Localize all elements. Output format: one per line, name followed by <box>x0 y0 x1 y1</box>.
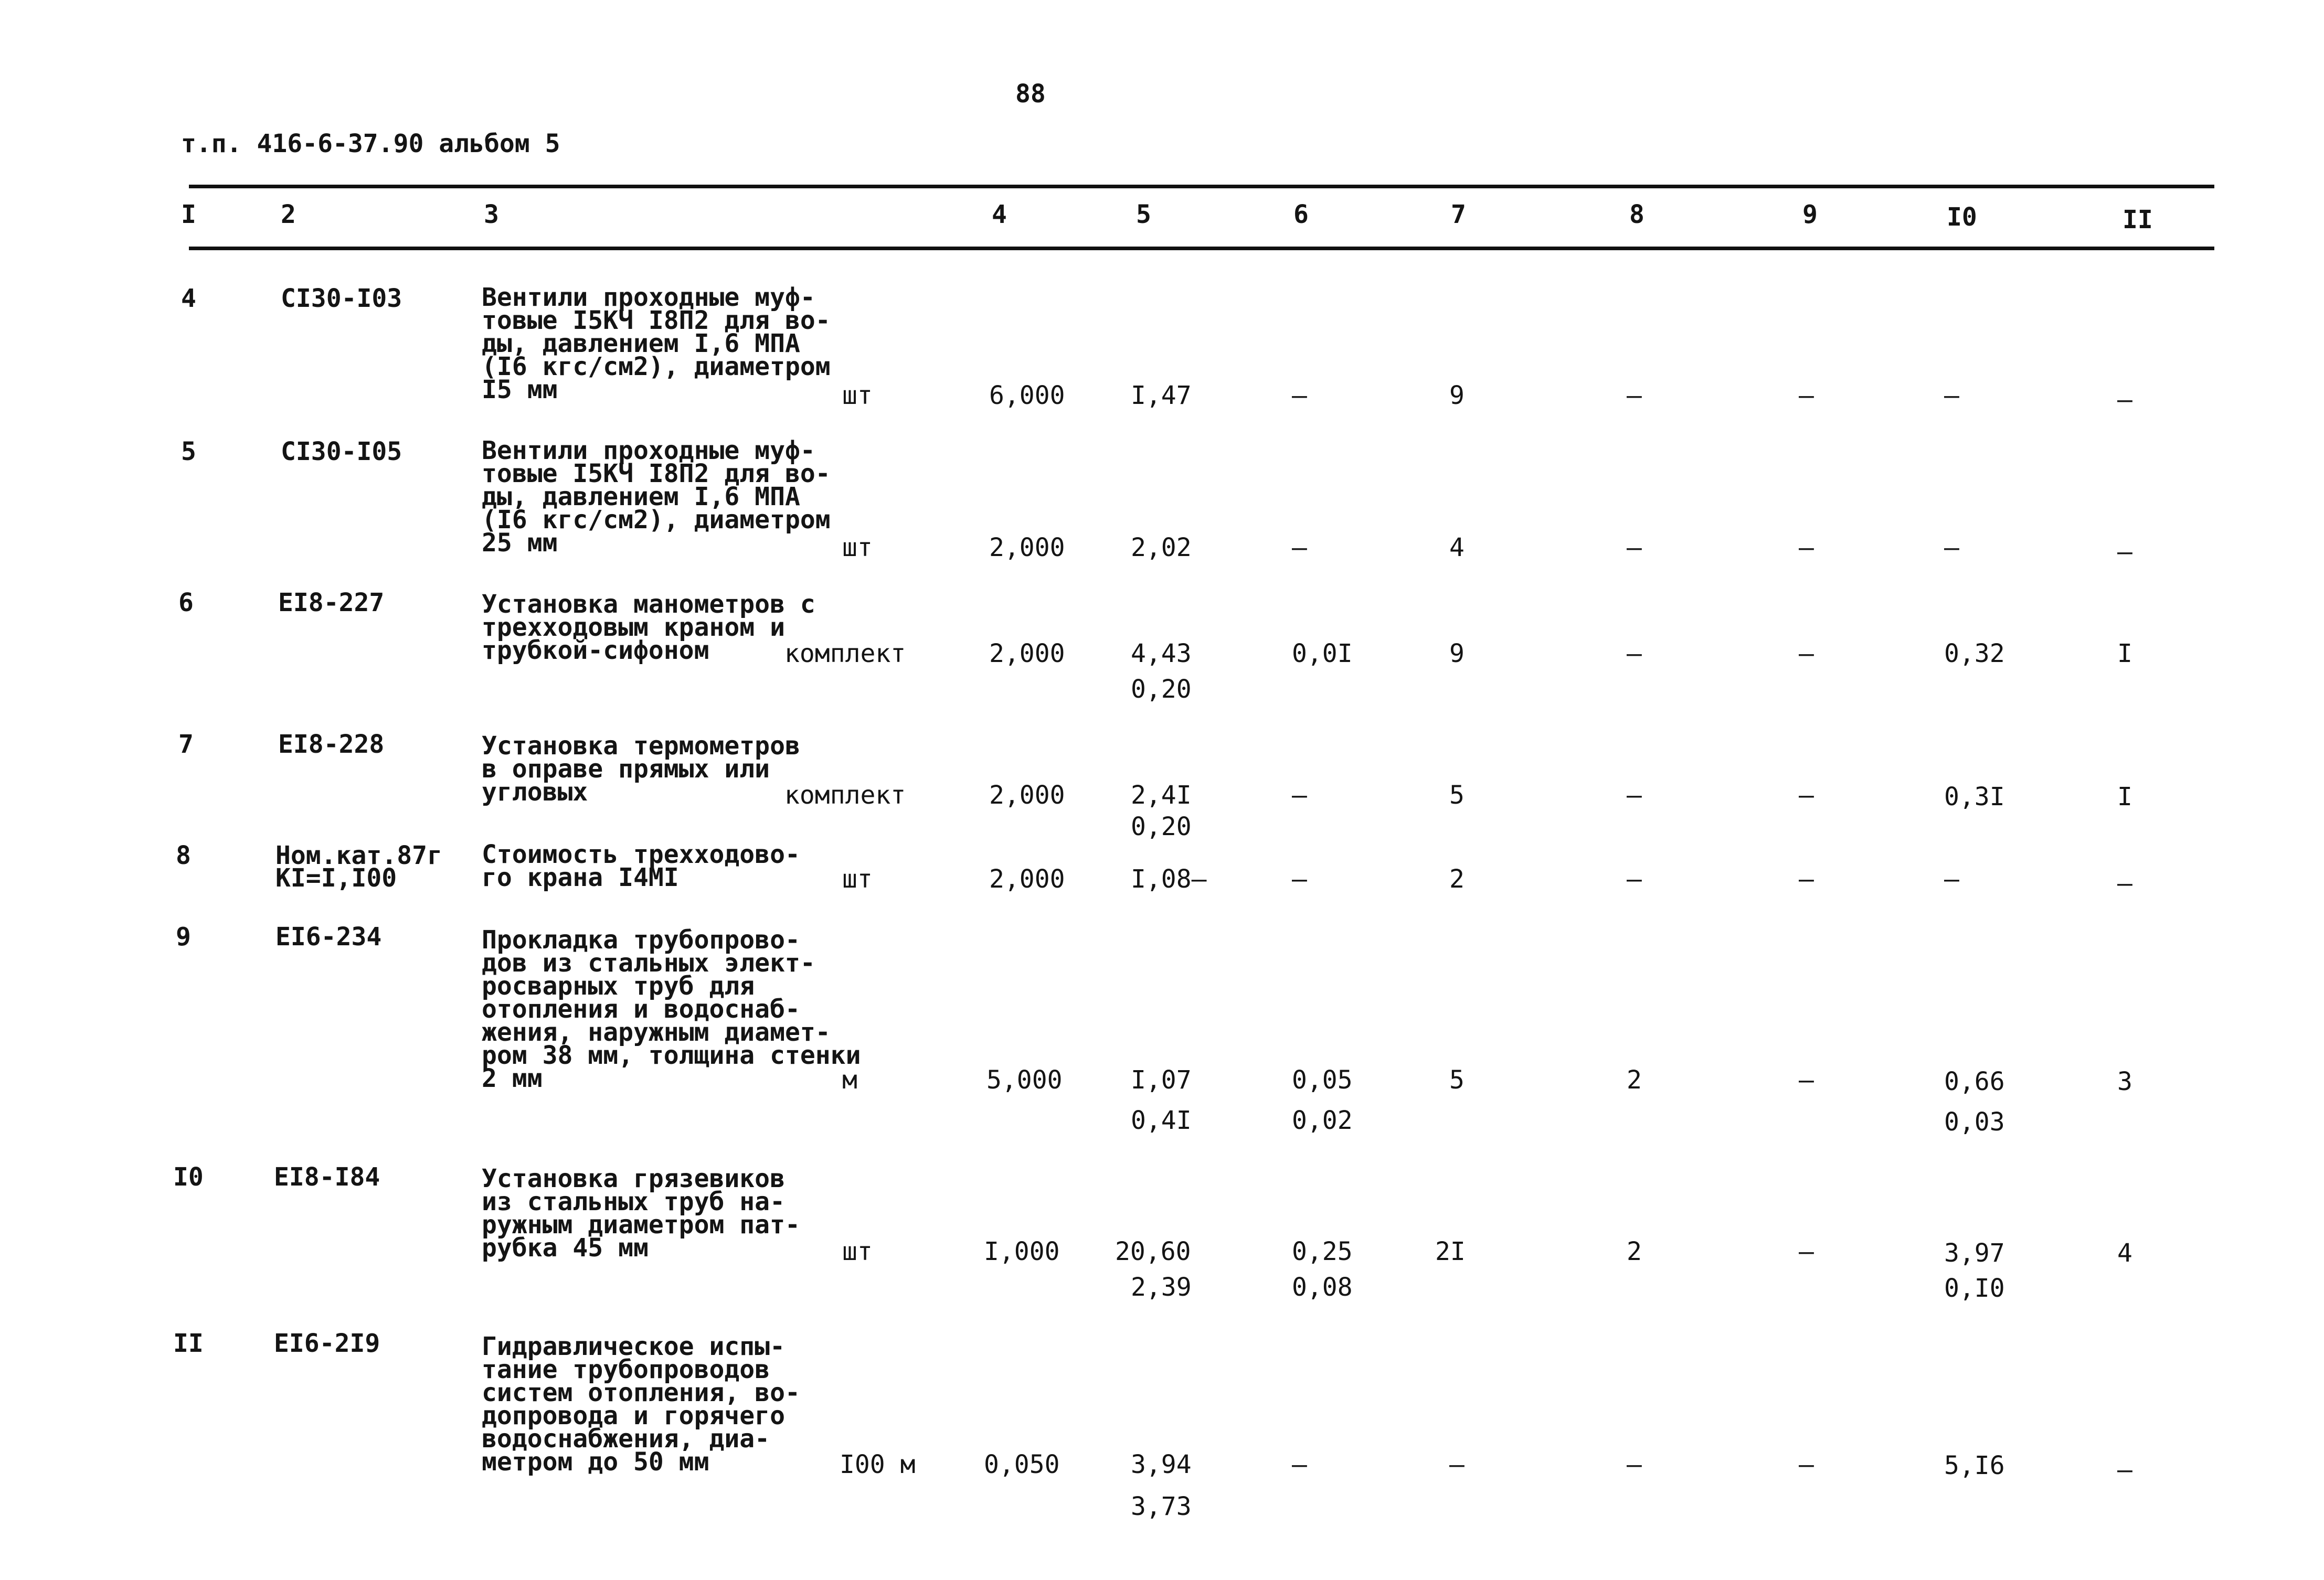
col11-value: – <box>2117 537 2132 567</box>
col10-value: 0,32 <box>1944 639 2005 668</box>
col8-value: – <box>1627 781 1642 810</box>
quantity: 2,000 <box>989 781 1065 810</box>
col-header-2: 2 <box>281 200 296 229</box>
work-description: Вентили проходные муф- товые I5КЧ I8П2 для во- ды, давлением I,6 МПА (I6 кгс/см2), диаметром I5 мм <box>482 283 831 404</box>
col11-value: – <box>2117 385 2132 414</box>
col-header-1: I <box>181 200 196 229</box>
col10-value: 5,I6 <box>1944 1451 2005 1480</box>
col7-value: 2I <box>1435 1237 1466 1266</box>
table-header-rule <box>189 247 2214 250</box>
col5-subvalue: 0,20 <box>1131 675 1192 704</box>
col10-value: 3,97 <box>1944 1239 2005 1268</box>
row-number: 7 <box>178 730 194 759</box>
col-header-7: 7 <box>1451 200 1466 229</box>
col-header-9: 9 <box>1802 200 1818 229</box>
col5-value: I,07 <box>1131 1065 1192 1095</box>
rate-code: CI30-I05 <box>281 437 402 466</box>
col-header-4: 4 <box>992 200 1007 229</box>
col11-value: 4 <box>2117 1239 2132 1268</box>
col8-value: – <box>1627 533 1642 562</box>
col5-value: 2,02 <box>1131 533 1192 562</box>
document-reference: т.п. 416-6-37.90 альбом 5 <box>181 129 560 158</box>
rate-code: CI30-I03 <box>281 284 402 313</box>
rate-code: ЕI6-234 <box>275 922 382 952</box>
col9-value: – <box>1799 1450 1814 1479</box>
row-number: 9 <box>176 922 191 952</box>
col5-subvalue: 3,73 <box>1131 1492 1192 1521</box>
rate-code: Ном.кат.87г <box>275 841 442 870</box>
col7-value: 9 <box>1449 381 1465 410</box>
col8-value: – <box>1627 639 1642 668</box>
col6-value: 0,05 <box>1292 1065 1353 1095</box>
unit: шт <box>842 1237 873 1266</box>
col5-value: 3,94 <box>1131 1450 1192 1479</box>
col10-value: 0,66 <box>1944 1067 2005 1096</box>
col6-value: 0,25 <box>1292 1237 1353 1266</box>
col5-value: 4,43 <box>1131 639 1192 668</box>
col9-value: – <box>1799 1237 1814 1266</box>
col11-value: – <box>2117 869 2132 898</box>
col-header-3: 3 <box>484 200 499 229</box>
quantity: 2,000 <box>989 533 1065 562</box>
col5-subvalue: 0,20 <box>1131 812 1192 841</box>
col7-value: 2 <box>1449 864 1465 894</box>
work-description: Стоимость трехходово- го крана I4МI <box>482 840 800 892</box>
col6-value: – <box>1292 781 1307 810</box>
col10-subvalue: 0,I0 <box>1944 1274 2005 1303</box>
col10-value: 0,3I <box>1944 782 2005 812</box>
row-number: I0 <box>173 1162 204 1192</box>
col9-value: – <box>1799 639 1814 668</box>
col9-value: – <box>1799 1065 1814 1095</box>
quantity: 5,000 <box>986 1065 1063 1095</box>
row-number: 5 <box>181 437 196 466</box>
col-header-5: 5 <box>1136 200 1151 229</box>
col9-value: – <box>1799 533 1814 562</box>
col10-value: – <box>1944 533 1959 562</box>
col11-value: I <box>2117 639 2132 668</box>
col10-subvalue: 0,03 <box>1944 1107 2005 1137</box>
work-description: Установка манометров с трехходовым краном и трубкой-сифоном <box>482 590 815 665</box>
unit: комплект <box>784 781 906 810</box>
work-description: Вентили проходные муф- товые I5КЧ I8П2 для во- ды, давлением I,6 МПА (I6 кгс/см2), диаметром 25 мм <box>482 436 831 558</box>
quantity: I,000 <box>984 1237 1060 1266</box>
row-number: 4 <box>181 284 196 313</box>
col6-value: – <box>1292 1450 1307 1479</box>
quantity: 6,000 <box>989 381 1065 410</box>
col6-value: 0,0I <box>1292 639 1353 668</box>
col9-value: – <box>1799 781 1814 810</box>
col5-subvalue: 0,4I <box>1131 1106 1192 1135</box>
col8-value: 2 <box>1627 1065 1642 1095</box>
row-number: II <box>173 1329 204 1358</box>
col11-value: – <box>2117 1455 2132 1485</box>
unit: м <box>842 1065 857 1095</box>
page-number: 88 <box>1015 79 1046 109</box>
unit: шт <box>842 533 873 562</box>
col7-value: 5 <box>1449 781 1465 810</box>
quantity: 2,000 <box>989 639 1065 668</box>
col6-value: – <box>1292 864 1307 894</box>
unit: шт <box>842 864 873 894</box>
col-header-10: I0 <box>1947 202 1977 232</box>
col7-value: – <box>1449 1450 1465 1479</box>
col7-value: 5 <box>1449 1065 1465 1095</box>
col6-value: – <box>1292 381 1307 410</box>
unit: шт <box>842 381 873 410</box>
col7-value: 4 <box>1449 533 1465 562</box>
col5-subvalue: 2,39 <box>1131 1273 1192 1302</box>
col5-value: I,47 <box>1131 381 1192 410</box>
col6-subvalue: 0,08 <box>1292 1273 1353 1302</box>
unit: комплект <box>784 639 906 668</box>
rate-code: ЕI8-I84 <box>274 1162 380 1192</box>
quantity: 0,050 <box>984 1450 1060 1479</box>
col8-value: – <box>1627 1450 1642 1479</box>
col10-value: – <box>1944 864 1959 894</box>
work-description: Установка термометров в оправе прямых или угловых <box>482 731 800 807</box>
work-description: Прокладка трубопрово- дов из стальных элект- росварных труб для отопления и водоснаб- жения, наружным диамет- ром 38 мм, толщина стенки 2 мм <box>482 925 861 1093</box>
col-header-11: II <box>2123 205 2153 234</box>
col5-value: 2,4I <box>1131 781 1192 810</box>
col8-value: – <box>1627 864 1642 894</box>
col6-value: – <box>1292 533 1307 562</box>
work-description: Гидравлическое испы- тание трубопроводов систем отопления, во- допровода и горячего водоснабжения, диа- метром до 50 мм <box>482 1332 800 1477</box>
col5-value: 20,60 <box>1115 1237 1191 1266</box>
col10-value: – <box>1944 381 1959 410</box>
col-header-8: 8 <box>1629 200 1644 229</box>
quantity: 2,000 <box>989 864 1065 894</box>
rate-coefficient: КI=I,I00 <box>275 863 397 893</box>
unit: I00 м <box>840 1450 916 1479</box>
rate-code: ЕI6-2I9 <box>274 1329 380 1358</box>
col9-value: – <box>1799 381 1814 410</box>
rate-code: ЕI8-227 <box>278 588 385 617</box>
col8-value: 2 <box>1627 1237 1642 1266</box>
col11-value: 3 <box>2117 1067 2132 1096</box>
rate-code: ЕI8-228 <box>278 730 385 759</box>
col5-value: I,08– <box>1131 864 1207 894</box>
row-number: 8 <box>176 841 191 870</box>
col6-subvalue: 0,02 <box>1292 1106 1353 1135</box>
col9-value: – <box>1799 864 1814 894</box>
work-description: Установка грязевиков из стальных труб на- ружным диаметром пат- рубка 45 мм <box>482 1164 800 1263</box>
col11-value: I <box>2117 782 2132 812</box>
table-top-rule <box>189 185 2214 188</box>
col-header-6: 6 <box>1293 200 1309 229</box>
row-number: 6 <box>178 588 194 617</box>
col7-value: 9 <box>1449 639 1465 668</box>
col8-value: – <box>1627 381 1642 410</box>
